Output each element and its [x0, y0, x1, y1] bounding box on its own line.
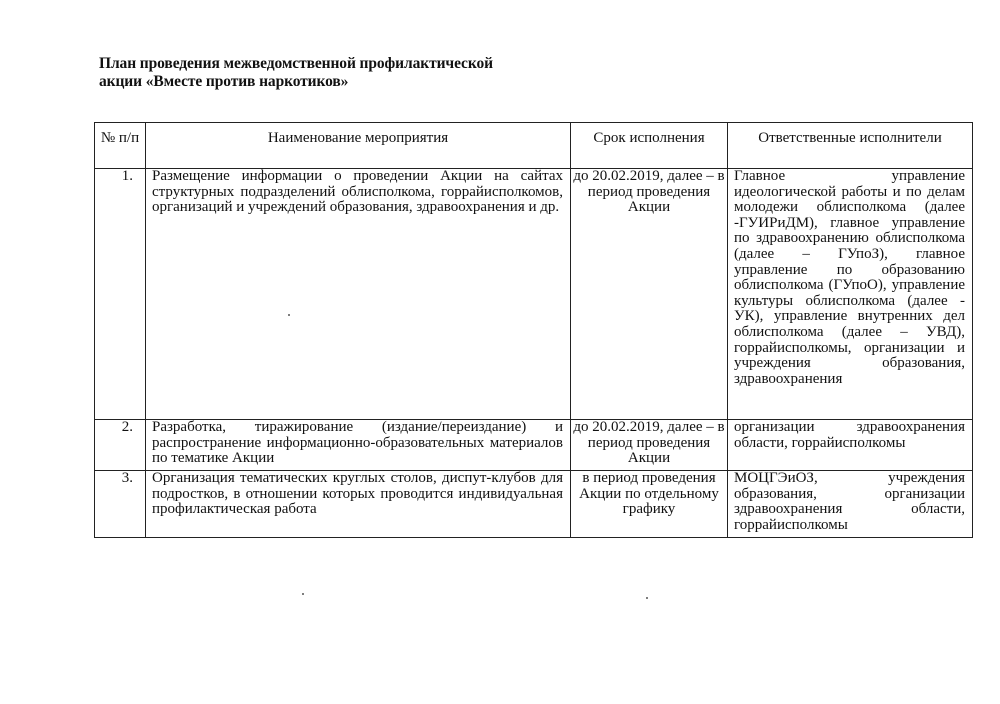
scan-speck [302, 593, 304, 595]
deadline: в период проведения Акции по отдельному графику [571, 471, 728, 538]
table-header-row [95, 123, 973, 169]
responsible: МОЦГЭиОЗ, учреждения образования, организации здравоохранения области, горрайисполкомы [728, 471, 973, 538]
document-title [99, 55, 659, 91]
event-name: Размещение информации о проведении Акции на сайтах структурных подразделений облисполкома, горрайисполкомов, организаций и учреждений образования, здравоохранения и др. [146, 169, 571, 420]
row-number: 1. [95, 169, 146, 420]
table-row [95, 420, 973, 471]
action-plan-table [94, 122, 973, 538]
table-row [95, 471, 973, 538]
deadline: до 20.02.2019, далее – в период проведения Акции [571, 169, 728, 420]
row-number: 2. [95, 420, 146, 471]
scan-speck [646, 597, 648, 599]
deadline: до 20.02.2019, далее – в период проведения Акции [571, 420, 728, 471]
header-responsible: Ответственные исполнители [728, 123, 973, 169]
header-event-name: Наименование мероприятия [146, 123, 571, 169]
table-row [95, 169, 973, 420]
title-line-2: акции «Вместе против наркотиков» [99, 73, 349, 90]
responsible: организации здравоохранения области, горрайисполкомы [728, 420, 973, 471]
scan-speck [288, 314, 290, 316]
header-deadline: Срок исполнения [571, 123, 728, 169]
event-name: Разработка, тиражирование (издание/переиздание) и распространение информационно-образовательных материалов по тематике Акции [146, 420, 571, 471]
event-name: Организация тематических круглых столов, диспут-клубов для подростков, в отношении которых проводится индивидуальная профилактическая работа [146, 471, 571, 538]
header-number: № п/п [95, 123, 146, 169]
title-line-1: План проведения межведомственной профилактической [99, 55, 493, 72]
row-number: 3. [95, 471, 146, 538]
responsible: Главное управление идеологической работы и по делам молодежи облисполкома (далее -ГУИРиДМ), главное управление по здравоохранению облисполкома (далее – ГУпоЗ), главное управление по образованию облисполкома (ГУпоО), управление культуры облисполкома (далее - УК), управление внутренних дел облисполкома (далее – УВД), горрайисполкомы, организации и учреждения образования, здравоохранения [728, 169, 973, 420]
